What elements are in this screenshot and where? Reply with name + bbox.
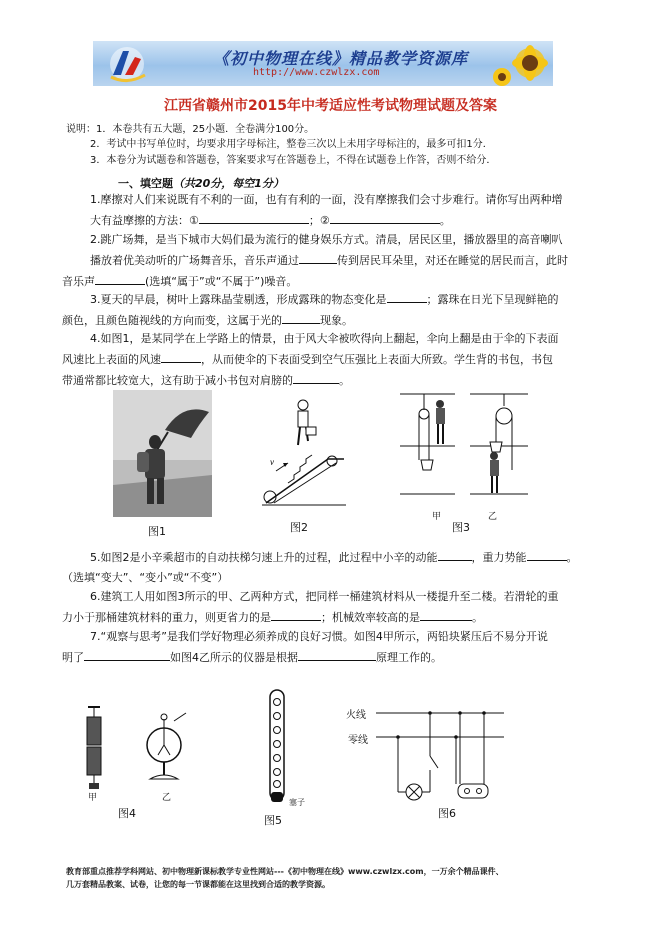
figure-1-umbrella-photo xyxy=(113,390,212,517)
q3-text: ；露珠在日光下呈现鲜艳的 xyxy=(426,293,559,306)
q5-answer-blank-2[interactable] xyxy=(527,547,567,561)
figure-6-circuit-diagram xyxy=(376,704,506,804)
question-1 xyxy=(90,190,590,231)
figure-6-live-wire-label: 火线 xyxy=(346,710,366,721)
figure-2-caption: 图2 xyxy=(290,521,308,534)
q2-answer-blank-2[interactable] xyxy=(95,271,145,285)
q5-text: （选填“变大”、“变小”或“不变”） xyxy=(62,571,229,584)
q7-text: 如图4乙所示的仪器是根据 xyxy=(170,651,298,664)
q1-answer-blank-2[interactable] xyxy=(330,210,440,224)
section-title: 一、填空题 xyxy=(118,177,173,190)
figure-5-caption: 图5 xyxy=(264,814,282,827)
document-title: 江西省赣州市2015年中考适应性考试物理试题及答案 xyxy=(164,98,497,114)
q2-text: (选填“属于”或“不属于”)噪音。 xyxy=(145,275,298,288)
figure-1-caption: 图1 xyxy=(148,525,166,538)
q1-text: 大有益摩擦的方法：① xyxy=(90,214,199,227)
question-2 xyxy=(62,230,590,292)
q4-text: 风速比上表面的风速 xyxy=(62,353,161,366)
q2-answer-blank-1[interactable] xyxy=(299,250,337,264)
q6-text: ；机械效率较高的是 xyxy=(321,611,420,624)
q7-answer-blank-2[interactable] xyxy=(298,647,376,661)
question-5 xyxy=(62,547,610,588)
q4-text: 。 xyxy=(339,374,350,387)
q2-text: 音乐声 xyxy=(62,275,95,288)
q4-answer-blank-2[interactable] xyxy=(293,370,339,384)
banner-url[interactable]: http://www.czwlzx.com xyxy=(253,67,380,78)
figure-3-label-jia: 甲 xyxy=(432,512,442,522)
q7-text: 原理工作的。 xyxy=(376,651,442,664)
q1-text: 。 xyxy=(439,214,451,227)
q1-text: 1.摩擦对人们来说既有不利的一面，也有有利的一面，没有摩擦我们会寸步难行。请你写出两种增 xyxy=(90,193,563,206)
q7-text: 7.“观察与思考”是我们学好物理必须养成的良好习惯。如图4甲所示，两铅块紧压后不易分开说 xyxy=(90,630,548,643)
instruction-3: 3．本卷分为试题卷和答题卷，答案要求写在答题卷上，不得在试题卷上作答，否则不给分． xyxy=(90,155,497,166)
q4-text: ，从而使伞的下表面受到空气压强比上表面大所致。学生背的书包，书包 xyxy=(201,353,553,366)
figure-5-tube-diagram xyxy=(266,688,290,808)
q3-text: 3.夏天的早晨，树叶上露珠晶莹剔透，形成露珠的物态变化是 xyxy=(90,293,387,306)
instruction-2: 2．考试中书写单位时，均要求用字母标注，整卷三次以上未用字母标注的，最多可扣1分． xyxy=(90,139,493,150)
figure-4-label-jia: 甲 xyxy=(88,793,98,803)
q4-answer-blank-1[interactable] xyxy=(161,349,201,363)
q5-text: ，重力势能 xyxy=(471,551,527,564)
sunflower-icon xyxy=(488,41,553,86)
figure-4-lead-blocks-and-electroscope xyxy=(78,705,193,800)
footer-line-2: 几万套精品教案、试卷，让您的每一节课都能在这里找到合适的教学资源。 xyxy=(66,880,330,889)
figure-2-escalator-diagram xyxy=(258,393,348,511)
instruction-1: 说明：1．本卷共有五大题，25小题．全卷满分100分。 xyxy=(66,124,315,135)
question-7 xyxy=(62,627,590,668)
q3-answer-blank-1[interactable] xyxy=(387,289,427,303)
question-3 xyxy=(62,289,590,331)
figure-5-stopper-label: 塞子 xyxy=(289,798,305,807)
q2-text: 2.跳广场舞，是当下城市大妈们最为流行的健身娱乐方式。清晨，居民区里，播放器里的高音喇叭 xyxy=(90,233,563,246)
q1-answer-blank-1[interactable] xyxy=(199,210,309,224)
q3-answer-blank-2[interactable] xyxy=(282,310,320,324)
section-heading xyxy=(118,175,284,191)
q7-text: 明了 xyxy=(62,651,84,664)
q5-text: 5.如图2是小辛乘超市的自动扶梯匀速上升的过程，此过程中小辛的动能 xyxy=(90,551,438,564)
q4-text: 4.如图1，是某同学在上学路上的情景，由于风大伞被吹得向上翻起，伞向上翻是由于伞的下表面 xyxy=(90,332,559,345)
q5-answer-blank-1[interactable] xyxy=(438,547,472,561)
header-banner xyxy=(93,41,553,86)
section-score: （共20分，每空1分） xyxy=(173,177,284,190)
footer-line-1: 教育部重点推荐学科网站、初中物理新课标教学专业性网站---《初中物理在线》www.czwlzx.com，一万余个精品课件、 xyxy=(66,867,504,876)
figure-3-label-yi: 乙 xyxy=(488,512,498,522)
q6-text: 力小于那桶建筑材料的重力，则更省力的是 xyxy=(62,611,271,624)
q2-text: 传到居民耳朵里，对还在睡觉的居民而言，此时 xyxy=(337,254,568,267)
site-logo-icon xyxy=(101,45,151,83)
page-footer xyxy=(66,865,504,891)
q3-text: 颜色，且颜色随视线的方向而变，这属于光的 xyxy=(62,314,282,327)
q7-answer-blank-1[interactable] xyxy=(84,647,170,661)
q6-text: 。 xyxy=(472,611,483,624)
q6-answer-blank-1[interactable] xyxy=(271,607,321,621)
q5-text: 。 xyxy=(566,551,578,564)
q1-text: ；② xyxy=(308,214,330,227)
q3-text: 现象。 xyxy=(320,314,353,327)
question-4 xyxy=(62,329,590,391)
question-6 xyxy=(62,587,590,628)
figure-3-pulley-diagram xyxy=(400,390,530,508)
figure-6-caption: 图6 xyxy=(438,807,456,820)
q6-text: 6.建筑工人用如图3所示的甲、乙两种方式，把同样一桶建筑材料从一楼提升至二楼。若滑轮的重 xyxy=(90,590,559,603)
figure-4-label-yi: 乙 xyxy=(162,793,172,803)
q6-answer-blank-2[interactable] xyxy=(420,607,472,621)
figure-6-neutral-wire-label: 零线 xyxy=(348,735,368,746)
q2-text: 播放着优美动听的广场舞音乐，音乐声通过 xyxy=(90,254,299,267)
velocity-label: v xyxy=(270,457,274,467)
q4-text: 带通常都比较宽大，这有助于减小书包对肩膀的 xyxy=(62,374,293,387)
figure-3-caption: 图3 xyxy=(452,521,470,534)
figure-4-caption: 图4 xyxy=(118,807,136,820)
banner-title: 《初中物理在线》精品教学资源库 xyxy=(213,49,469,68)
